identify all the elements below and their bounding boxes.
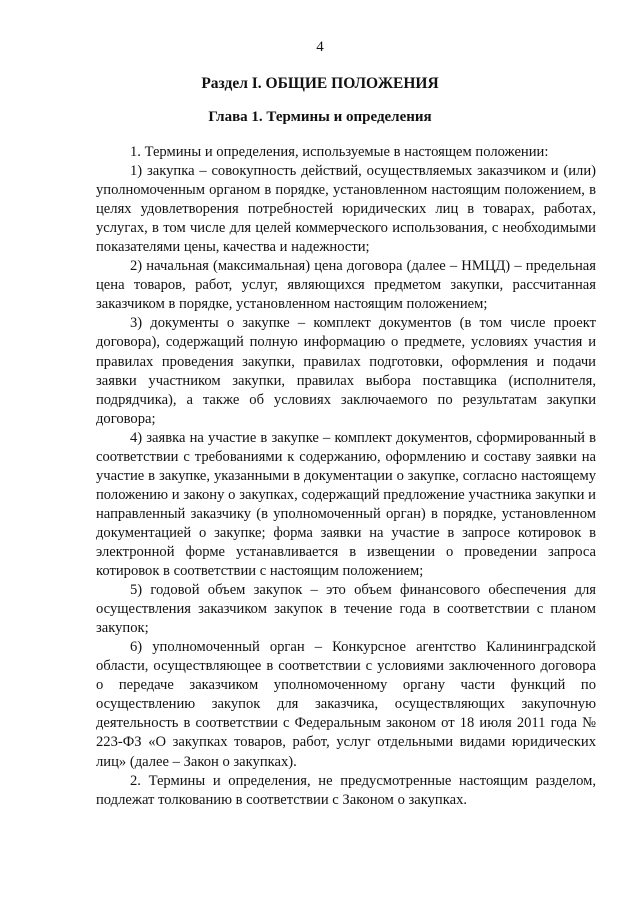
paragraph-definition-application: 4) заявка на участие в закупке – комплект документов, сформированный в соответствии с требованиями к содержанию, оформлению и составу заявки на участие в закупке, указанными в документации о закупке, согласно настоящему положению и закону о закупках, содержащий предложение участника закупки и направленный заказчику (в уполномоченный орган) в порядке, установленном документацией о закупке; форма заявки на участие в запросе котировок в электронной форме устанавливается в извещении о проведении запроса котировок в соответствии с настоящим положением;: [96, 429, 596, 580]
paragraph-definition-nmcd: 2) начальная (максимальная) цена договора (далее – НМЦД) – предельная цена товаров, работ, услуг, являющихся предметом закупки, рассчитанная заказчиком в порядке, установленном настоящим положением;: [96, 258, 596, 313]
paragraph-definition-annual-volume: 5) годовой объем закупок – это объем финансового обеспечения для осуществления заказчиком закупок в течение года в соответствии с планом закупок;: [96, 582, 596, 637]
paragraph-terms-interpretation: 2. Термины и определения, не предусмотренные настоящим разделом, подлежат толкованию в соответствии с Законом о закупках.: [96, 772, 596, 808]
paragraph-terms-intro: 1. Термины и определения, используемые в настоящем положении:: [130, 144, 549, 160]
document-body: [96, 143, 596, 810]
paragraph-definition-procurement: 1) закупка – совокупность действий, осуществляемых заказчиком и (или) уполномоченным органом в порядке, установленном настоящим положением, в целях удовлетворения потребностей юридических лиц в товарах, работах, услугах, в том числе для целей коммерческого использования, с необходимыми показателями цены, качества и надежности;: [96, 163, 596, 256]
paragraph-definition-authorized-body: 6) уполномоченный орган – Конкурсное агентство Калининградской области, осуществляющее в соответствии с условиями заключенного договора о передаче заказчиком уполномоченному органу части функций по осуществлению закупок для заказчика, осуществляющих закупочную деятельность в соответствии с Федеральным законом от 18 июля 2011 года № 223-ФЗ «О закупках товаров, работ, услуг отдельными видами юридических лиц» (далее – Закон о закупках).: [96, 639, 596, 770]
paragraph-definition-procurement-documents: 3) документы о закупке – комплект документов (в том числе проект договора), содержащий полную информацию о предмете, условиях участия и правилах проведения закупки, правилах подготовки, оформления и подачи заявки участником закупки, правилах выбора поставщика (исполнителя, подрядчика), а также об условиях заключаемого по результатам закупки договора;: [96, 315, 596, 427]
chapter-title: Глава 1. Термины и определения: [208, 109, 432, 125]
page-number: 4: [316, 39, 324, 55]
section-title: Раздел I. ОБЩИЕ ПОЛОЖЕНИЯ: [201, 75, 439, 92]
